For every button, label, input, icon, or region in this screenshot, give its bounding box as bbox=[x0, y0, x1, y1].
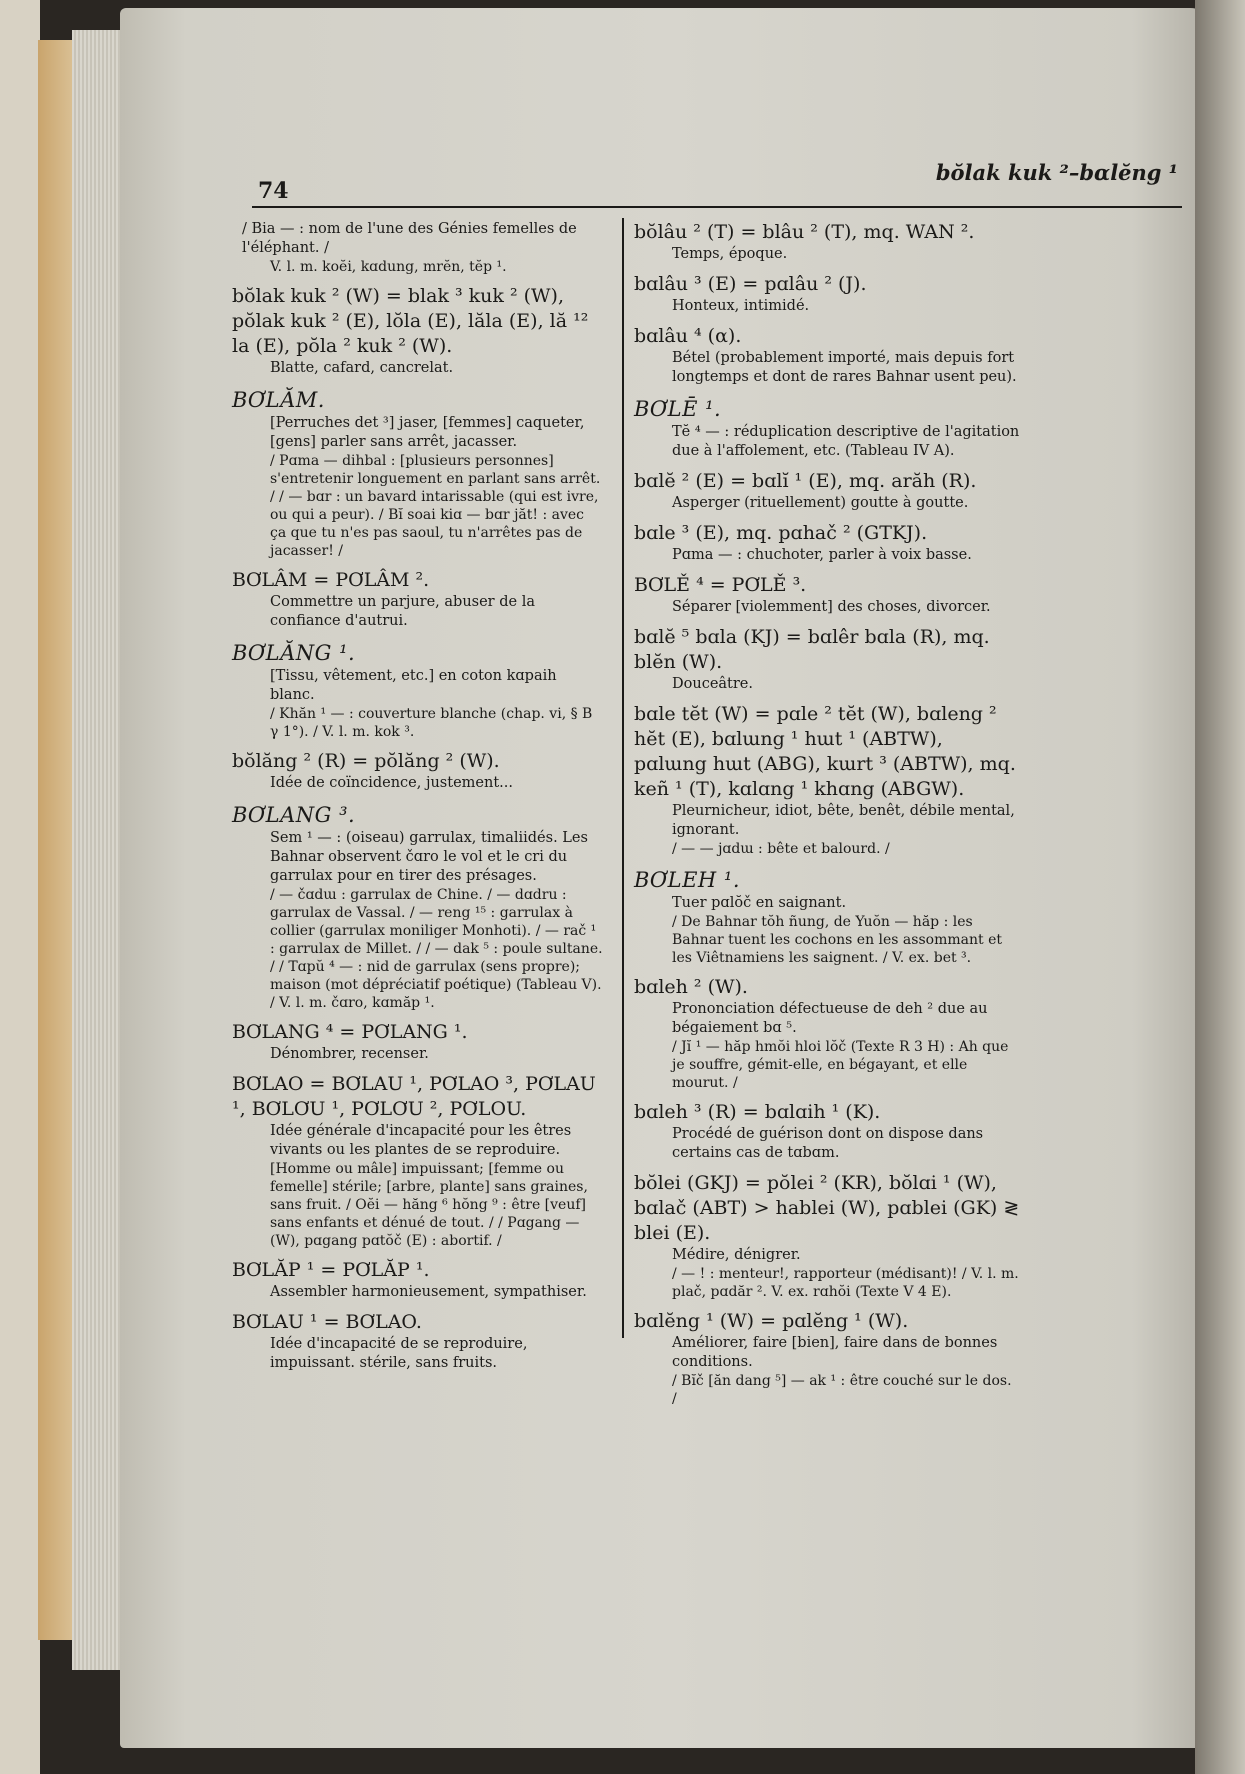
entry-definition: [Perruches det ³] jaser, [femmes] caqueter, [gens] parler sans arrêt, jacasser. bbox=[270, 415, 585, 450]
entry-definition: Séparer [violemment] des choses, divorcer. bbox=[672, 599, 991, 615]
dictionary-entry bbox=[232, 220, 604, 276]
entry-definition: Douceâtre. bbox=[672, 676, 753, 692]
dictionary-entry bbox=[232, 801, 604, 1012]
entry-definition: Sem ¹ — : (oiseau) garrulax, timaliidés. Les Bahnar observent čɑro le vol et le cri du garrulax pour en tirer des présages. bbox=[270, 830, 588, 884]
entry-headword: bŏlâu ² (T) = blâu ² (T), mq. WAN ². bbox=[634, 221, 975, 243]
entry-example: / Pɑma — dihbal : [plusieurs personnes] s'entretenir longuement en parlant sans arrêt. / / — bɑr : un bavard intarissable (qui est ivre, ou qui a peur). / Bĭ soai kiɑ — bɑr jăt! : avec ça que tu n'es pas saoul, tu n'arrêtes pas de jacasser! / bbox=[270, 453, 601, 559]
entry-example: / — — jɑdɯ : bête et balourd. / bbox=[672, 841, 890, 857]
entry-definition: Asperger (rituellement) goutte à goutte. bbox=[672, 495, 969, 511]
dictionary-entry bbox=[634, 702, 1020, 858]
dictionary-entry bbox=[232, 1020, 604, 1064]
entry-definition: Tĕ ⁴ — : réduplication descriptive de l'agitation due à l'affolement, etc. (Tableau IV A). bbox=[672, 424, 1020, 459]
dictionary-entry bbox=[232, 1310, 604, 1373]
right-column bbox=[634, 220, 1020, 1416]
entry-example: / De Bahnar tŏh ñung, de Yuŏn — hăp : les Bahnar tuent les cochons en les assommant et les Viêtnamiens les saignent. / V. ex. bet ³. bbox=[672, 914, 1002, 966]
running-header: bŏlak kuk ²–bɑlĕng ¹ bbox=[935, 160, 1178, 185]
entry-headword: BƠLAU ¹ = BƠLAO. bbox=[232, 1311, 422, 1333]
entry-definition: Améliorer, faire [bien], faire dans de bonnes conditions. bbox=[672, 1335, 998, 1370]
entry-headword: BƠLĂP ¹ = PƠLĂP ¹. bbox=[232, 1259, 430, 1281]
entry-headword: BƠLEH ¹. bbox=[634, 868, 741, 892]
dictionary-entry bbox=[232, 1258, 604, 1302]
background-left bbox=[0, 0, 40, 1774]
entry-definition: Procédé de guérison dont on dispose dans certains cas de tɑbɑm. bbox=[672, 1126, 984, 1161]
entry-headword: BƠLĒ ¹. bbox=[634, 397, 722, 421]
entry-headword: BƠLANG ⁴ = PƠLANG ¹. bbox=[232, 1021, 468, 1043]
entry-definition: Tuer pɑlŏč en saignant. bbox=[672, 895, 847, 911]
entry-headword: bɑle ³ (E), mq. pɑhač ² (GTKJ). bbox=[634, 522, 928, 544]
entry-headword: bɑlĕng ¹ (W) = pɑlĕng ¹ (W). bbox=[634, 1310, 909, 1332]
entry-definition: Idée générale d'incapacité pour les êtres vivants ou les plantes de se reproduire. bbox=[270, 1123, 572, 1158]
entry-headword: BƠLĚ ⁴ = PƠLĚ ³. bbox=[634, 574, 807, 596]
entry-definition: Temps, époque. bbox=[672, 246, 788, 262]
dictionary-entry bbox=[232, 749, 604, 793]
entry-headword: bɑle tĕt (W) = pɑle ² tĕt (W), bɑleng ² hĕt (E), bɑlɯng ¹ hɯt ¹ (ABTW), pɑlɯng hɯt (ABG), kɯrt ³ (ABTW), mq. keñ ¹ (T), kɑlɑng ¹ khɑng (ABGW). bbox=[634, 703, 1016, 800]
left-column bbox=[232, 220, 604, 1381]
dictionary-entry bbox=[634, 625, 1020, 694]
entry-definition: Pleurnicheur, idiot, bête, benêt, débile mental, ignorant. bbox=[672, 803, 1015, 838]
entry-headword: bɑlâu ³ (E) = pɑlâu ² (J). bbox=[634, 273, 867, 295]
entry-definition: Blatte, cafard, cancrelat. bbox=[270, 360, 454, 376]
dictionary-entry bbox=[634, 573, 1020, 617]
dictionary-entry bbox=[232, 1072, 604, 1250]
entry-definition: Assembler harmonieusement, sympathiser. bbox=[270, 1284, 587, 1300]
page-content bbox=[140, 0, 1200, 1774]
page-number: 74 bbox=[258, 178, 289, 204]
dictionary-entry bbox=[232, 386, 604, 560]
entry-definition: Idée de coïncidence, justement... bbox=[270, 775, 513, 791]
dictionary-entry bbox=[634, 866, 1020, 967]
dictionary-entry bbox=[634, 324, 1020, 387]
entry-example: / Jĭ ¹ — hăp hmŏi hloi lŏč (Texte R 3 H) : Ah que je souffre, gémit-elle, en bégayant, et elle mourut. / bbox=[672, 1039, 1009, 1091]
entry-headword: bŏlăng ² (R) = pŏlăng ² (W). bbox=[232, 750, 500, 772]
entry-example: [Homme ou mâle] impuissant; [femme ou femelle] stérile; [arbre, plante] sans graines, sans fruit. / Oĕi — hăng ⁶ hŏng ⁹ : être [veuf] sans enfants et dénué de tout. / / Pɑgang — (W), pɑgang pɑtŏč (E) : abortif. / bbox=[270, 1161, 588, 1249]
dictionary-entry bbox=[232, 284, 604, 378]
entry-headword: BƠLÂM = PƠLÂM ². bbox=[232, 569, 430, 591]
dictionary-entry bbox=[634, 220, 1020, 264]
dictionary-entry bbox=[232, 568, 604, 631]
entry-example: / — ! : menteur!, rapporteur (médisant)! / V. l. m. plač, pɑdăr ². V. ex. rɑhŏi (Texte V 4 E). bbox=[672, 1266, 1019, 1300]
entry-definition: Pɑma — : chuchoter, parler à voix basse. bbox=[672, 547, 972, 563]
dictionary-entry bbox=[634, 1171, 1020, 1301]
dictionary-entry bbox=[634, 975, 1020, 1092]
entry-definition: Médire, dénigrer. bbox=[672, 1247, 801, 1263]
entry-example: / Khăn ¹ — : couverture blanche (chap. vi, § B γ 1°). / V. l. m. kok ³. bbox=[270, 706, 593, 740]
entry-headword: BƠLĂM. bbox=[232, 388, 325, 412]
entry-headword: bŏlak kuk ² (W) = blak ³ kuk ² (W), pŏlak kuk ² (E), lŏla (E), lăla (E), lă ¹² la (E), pŏla ² kuk ² (W). bbox=[232, 285, 589, 357]
entry-example: / Bĭč [ăn dang ⁵] — ak ¹ : être couché sur le dos. / bbox=[672, 1373, 1012, 1407]
entry-example: / — čɑdɯ : garrulax de Chine. / — dɑdru : garrulax de Vassal. / — reng ¹⁵ : garrulax à collier (garrulax moniliger Monhoti). / — rač ¹ : garrulax de Millet. / / — dak ⁵ : poule sultane. / / Tɑpŭ ⁴ — : nid de garrulax (sens propre); maison (mot dépréciatif poétique) (Tableau V). / V. l. m. čɑro, kɑmăp ¹. bbox=[270, 887, 603, 1011]
entry-definition: Dénombrer, recenser. bbox=[270, 1046, 429, 1062]
dictionary-entry bbox=[634, 395, 1020, 461]
column-divider bbox=[622, 218, 624, 1338]
entry-headword: bɑleh ² (W). bbox=[634, 976, 748, 998]
dictionary-entry bbox=[232, 639, 604, 741]
entry-example: V. l. m. koĕi, kɑdung, mrĕn, tĕp ¹. bbox=[270, 259, 507, 275]
entry-definition: [Tissu, vêtement, etc.] en coton kɑpaih blanc. bbox=[270, 668, 557, 703]
dictionary-entry bbox=[634, 1100, 1020, 1163]
entry-definition: Prononciation défectueuse de deh ² due au bégaiement bɑ ⁵. bbox=[672, 1001, 988, 1036]
dictionary-entry bbox=[634, 272, 1020, 316]
dictionary-entry bbox=[634, 1309, 1020, 1408]
entry-headword: bɑlĕ ² (E) = bɑlĭ ¹ (E), mq. arăh (R). bbox=[634, 470, 977, 492]
dictionary-entry bbox=[634, 469, 1020, 513]
entry-headword: bɑleh ³ (R) = bɑlɑih ¹ (K). bbox=[634, 1101, 881, 1123]
entry-headword: BƠLANG ³. bbox=[232, 803, 356, 827]
entry-headword: BƠLAO = BƠLAU ¹, PƠLAO ³, PƠLAU ¹, BƠLƠU ¹, PƠLƠU ², PƠLOU. bbox=[232, 1073, 596, 1120]
entry-headword: BƠLĂNG ¹. bbox=[232, 641, 356, 665]
header-rule bbox=[252, 206, 1182, 208]
entry-definition: Idée d'incapacité de se reproduire, impuissant. stérile, sans fruits. bbox=[270, 1336, 528, 1371]
entry-definition: Honteux, intimidé. bbox=[672, 298, 810, 314]
entry-headword: bɑlĕ ⁵ bɑla (KJ) = bɑlêr bɑla (R), mq. blĕn (W). bbox=[634, 626, 990, 673]
entry-headword: bŏlei (GKJ) = pŏlei ² (KR), bŏlɑi ¹ (W), bɑlač (ABT) > hablei (W), pɑblei (GK) ≷ blei (E). bbox=[634, 1172, 1020, 1244]
entry-definition: Bétel (probablement importé, mais depuis fort longtemps et dont de rares Bahnar usent peu). bbox=[672, 350, 1017, 385]
dictionary-entry bbox=[634, 521, 1020, 565]
entry-definition: / Bia — : nom de l'une des Génies femelles de l'éléphant. / bbox=[242, 221, 577, 256]
next-page-edge bbox=[1195, 0, 1245, 1774]
entry-headword: bɑlâu ⁴ (α). bbox=[634, 325, 742, 347]
entry-definition: Commettre un parjure, abuser de la confiance d'autrui. bbox=[270, 594, 535, 629]
